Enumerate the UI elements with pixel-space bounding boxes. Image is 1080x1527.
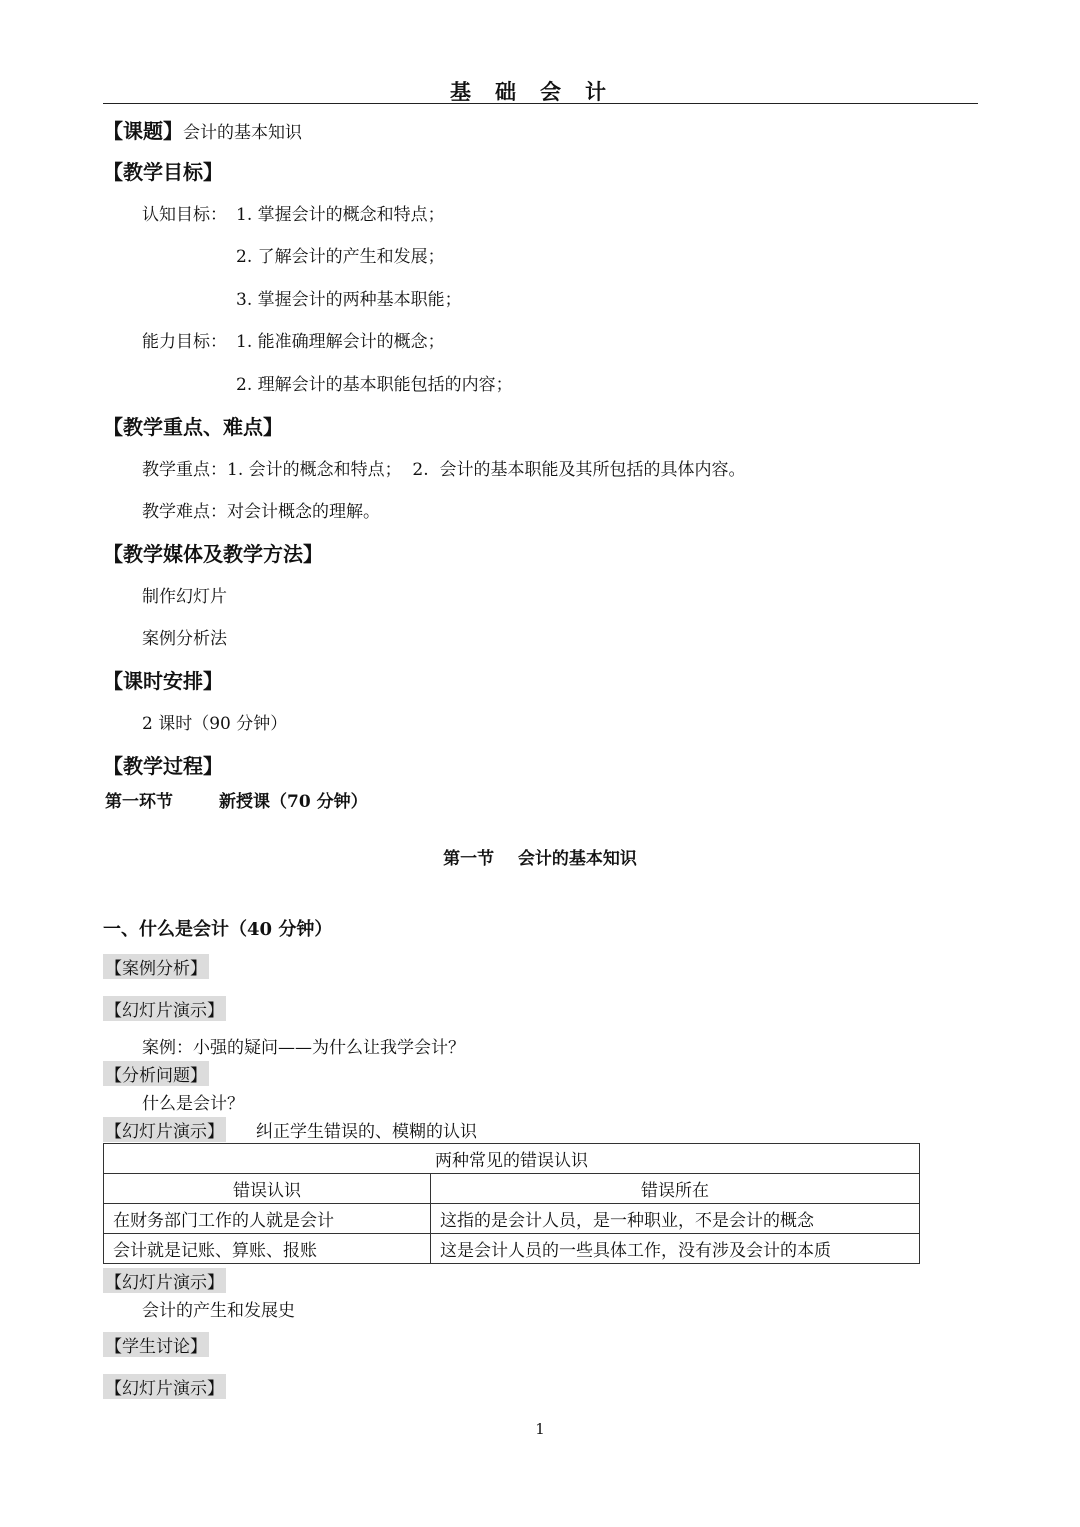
slide-demo-tag-3: 【幻灯片演示】 <box>103 1268 226 1293</box>
table-cell: 这指的是会计人员，是一种职业，不是会计的概念 <box>431 1204 920 1234</box>
analysis-tag: 【分析问题】 <box>103 1061 209 1086</box>
table-cell: 这是会计人员的一些具体工作，没有涉及会计的本质 <box>431 1234 920 1264</box>
cognitive-item-1: 1. 掌握会计的概念和特点； <box>236 205 445 225</box>
media-item-2: 案例分析法 <box>142 629 227 649</box>
topic-text: 会计的基本知识 <box>183 123 302 143</box>
process-heading: 【教学过程】 <box>103 754 223 778</box>
table-row <box>104 1234 920 1264</box>
objectives-heading: 【教学目标】 <box>103 160 223 184</box>
correct-text: 纠正学生错误的、模糊的认识 <box>256 1122 477 1142</box>
history-text: 会计的产生和发展史 <box>142 1301 295 1321</box>
topic-label: 【课题】 <box>103 119 183 143</box>
table-row <box>104 1204 920 1234</box>
schedule-heading: 【课时安排】 <box>103 669 223 693</box>
discussion-tag: 【学生讨论】 <box>103 1332 209 1357</box>
ability-item-1: 1. 能准确理解会计的概念； <box>236 332 445 352</box>
slide-demo-tag-1: 【幻灯片演示】 <box>103 996 226 1021</box>
page-number: 1 <box>535 1420 545 1438</box>
ability-item-2: 2. 理解会计的基本职能包括的内容； <box>236 375 513 395</box>
media-item-1: 制作幻灯片 <box>142 587 227 607</box>
cognitive-item-2: 2. 了解会计的产生和发展； <box>236 247 445 267</box>
case-text: 案例：小强的疑问——为什么让我学会计？ <box>142 1038 465 1058</box>
case-analysis-tag: 【案例分析】 <box>103 954 209 979</box>
table-title: 两种常见的错误认识 <box>104 1144 920 1174</box>
header-divider <box>103 103 978 104</box>
difficulty-line <box>142 497 380 522</box>
table-header-cell: 错误认识 <box>104 1174 431 1204</box>
media-heading: 【教学媒体及教学方法】 <box>103 542 323 566</box>
difficulty-text: 对会计概念的理解。 <box>227 502 380 522</box>
cognitive-label: 认知目标： <box>142 205 227 225</box>
table-header-cell: 错误所在 <box>431 1174 920 1204</box>
stage-text: 新授课（70 分钟） <box>219 792 368 812</box>
schedule-text: 2 课时（90 分钟） <box>142 714 288 734</box>
ability-label: 能力目标： <box>142 332 227 352</box>
page-header-title: 基础会计 <box>450 79 630 104</box>
topic-line <box>103 115 302 144</box>
table-header-row <box>104 1174 920 1204</box>
stage-label: 第一环节 <box>105 792 173 812</box>
part1-title: 一、什么是会计（40 分钟） <box>103 919 333 940</box>
cognitive-item-3: 3. 掌握会计的两种基本职能； <box>236 290 462 310</box>
table-cell: 会计就是记账、算账、报账 <box>104 1234 431 1264</box>
table-cell: 在财务部门工作的人就是会计 <box>104 1204 431 1234</box>
table-title-row <box>104 1144 920 1174</box>
section-title: 第一节 会计的基本知识 <box>443 849 637 869</box>
misconceptions-table <box>103 1143 920 1264</box>
key-points-heading: 【教学重点、难点】 <box>103 415 283 439</box>
focus-label: 教学重点： <box>142 460 227 480</box>
slide-demo-tag-4: 【幻灯片演示】 <box>103 1374 226 1399</box>
focus-text: 1. 会计的概念和特点； 2. 会计的基本职能及其所包括的具体内容。 <box>227 460 746 480</box>
focus-line <box>142 455 745 480</box>
slide-demo-tag-2: 【幻灯片演示】 <box>103 1117 226 1142</box>
question-text: 什么是会计？ <box>142 1094 244 1114</box>
difficulty-label: 教学难点： <box>142 502 227 522</box>
